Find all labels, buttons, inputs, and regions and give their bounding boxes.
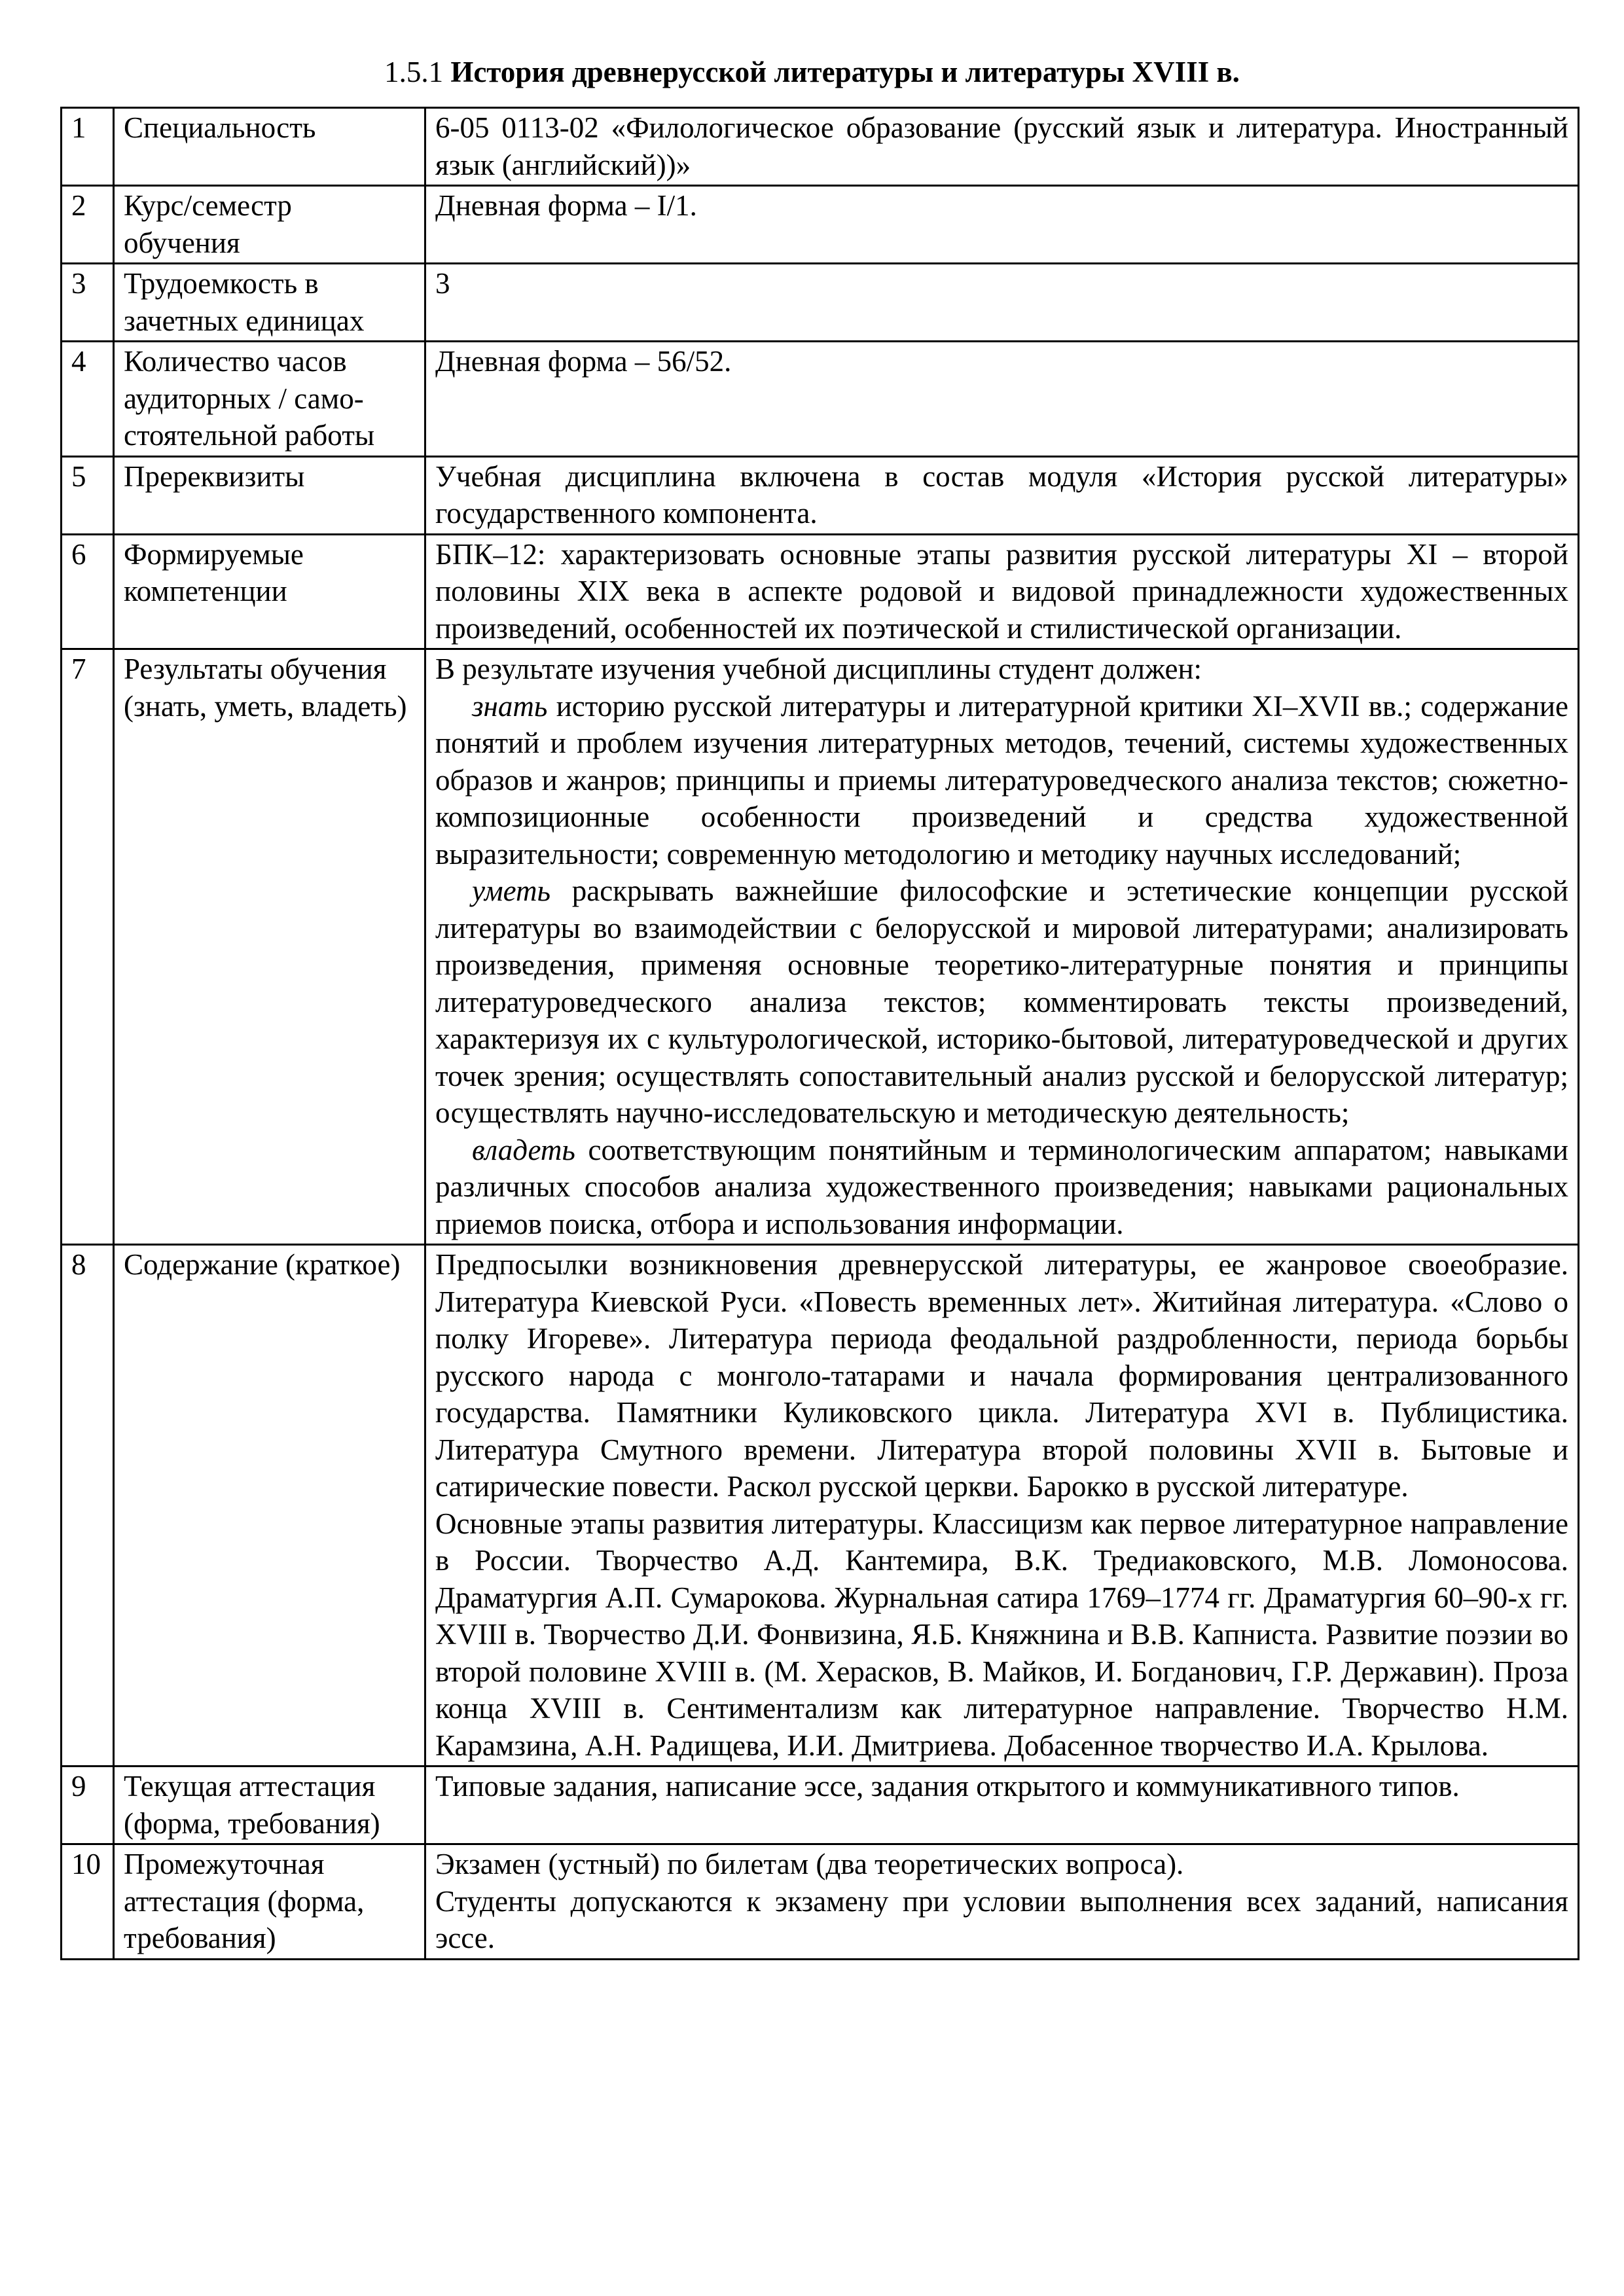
row-value: [425, 1844, 1579, 1960]
section-title: История древнерусской литературы и литературы XVIII в.: [450, 56, 1240, 88]
row-value: [425, 186, 1579, 264]
own-text: соответствующим понятийным и терминологическим аппаратом; навыками различных способов анализа художественного произведения; навыками рациональных приемов поиска, отбора и использования информации.: [435, 1133, 1568, 1240]
table-row: [62, 186, 1579, 264]
table-row: [62, 456, 1579, 534]
row-label: Пререквизиты: [114, 456, 425, 534]
value-paragraph: БПК–12: характеризовать основные этапы развития русской литературы XI – второй половины XIX века в аспекте родовой и видовой принадлежности художественных произведений, особенностей их поэтической и стилистической организации.: [435, 537, 1568, 645]
results-can: [435, 872, 1568, 1132]
value-paragraph: Экзамен (устный) по билетам (два теоретических вопроса).: [435, 1848, 1184, 1880]
table-row: [62, 649, 1579, 1245]
results-know: [435, 688, 1568, 873]
row-number: 10: [62, 1844, 114, 1960]
section-number: 1.5.1: [384, 56, 444, 88]
row-value: [425, 1245, 1579, 1767]
row-number: 6: [62, 534, 114, 649]
table-row: [62, 108, 1579, 186]
value-paragraph: Учебная дисциплина включена в состав модуля «История русской литературы» государственного компонента.: [435, 459, 1568, 529]
table-row: [62, 1844, 1579, 1960]
row-number: 5: [62, 456, 114, 534]
row-label: Количество часов аудиторных / само-стоятельной работы: [114, 342, 425, 457]
know-text: историю русской литературы и литературной критики XI–XVII вв.; содержание понятий и проблем изучения литературных методов, течений, системы художественных образов и жанров; принципы и приемы литературоведческого анализа текстов; сюжетно-композиционные особенности произведений и средства художественной выразительности; современную методологию и методику научных исследований;: [435, 689, 1568, 870]
value-paragraph: 3: [435, 267, 450, 300]
table-row: [62, 342, 1579, 457]
row-label: Содержание (краткое): [114, 1245, 425, 1767]
row-label: Формируемые компетенции: [114, 534, 425, 649]
row-label: Текущая аттестация (форма, требования): [114, 1767, 425, 1844]
table-row: [62, 534, 1579, 649]
row-value: [425, 534, 1579, 649]
row-number: 8: [62, 1245, 114, 1767]
row-label: Трудоемкость в зачетных единицах: [114, 264, 425, 342]
row-number: 9: [62, 1767, 114, 1844]
row-number: 7: [62, 649, 114, 1245]
row-label: Результаты обучения (знать, уметь, владеть): [114, 649, 425, 1245]
row-value: [425, 1767, 1579, 1844]
value-paragraph: Студенты допускаются к экзамену при условии выполнения всех заданий, написания эссе.: [435, 1884, 1568, 1954]
row-number: 3: [62, 264, 114, 342]
row-value: [425, 264, 1579, 342]
value-paragraph: Дневная форма – I/1.: [435, 189, 697, 222]
value-paragraph: Дневная форма – 56/52.: [435, 345, 732, 378]
value-paragraph: Типовые задания, написание эссе, задания открытого и коммуникативного типов.: [435, 1770, 1460, 1803]
value-paragraph: Предпосылки возникновения древнерусской литературы, ее жанровое своеобразие. Литература Киевской Руси. «Повесть временных лет». Житийная литература. «Слово о полку Игореве». Литература периода феодальной раздробленности, периода борьбы русского народа с монголо-татарами и начала формирования централизованного государства. Памятники Куликовского цикла. Литература XVI в. Публицистика. Литература Смутного времени. Литература второй половины XVII в. Бытовые и сатирические повести. Раскол русской церкви. Барокко в русской литературе.: [435, 1248, 1568, 1503]
row-label: Специальность: [114, 108, 425, 186]
keyword-know: знать: [472, 689, 548, 723]
keyword-can: уметь: [472, 874, 550, 907]
row-value: [425, 342, 1579, 457]
table-row: [62, 1245, 1579, 1767]
row-label: Промежуточная аттестация (форма, требования): [114, 1844, 425, 1960]
discipline-table: [60, 107, 1579, 1960]
table-row: [62, 1767, 1579, 1844]
row-value: [425, 649, 1579, 1245]
can-text: раскрывать важнейшие философские и эстетические концепции русской литературы во взаимодействии с белорусской и мировой литературами; анализировать произведения, применяя основные теоретико-литературные понятия и принципы литературоведческого анализа текстов; комментировать тексты произведений, характеризуя их с культурологической, историко-бытовой, литературоведческой и других точек зрения; осуществлять сопоставительный анализ русской и белорусской литератур; осуществлять научно-исследовательскую и методическую деятельность;: [435, 874, 1568, 1129]
table-row: [62, 264, 1579, 342]
row-label: Курс/семестр обучения: [114, 186, 425, 264]
row-number: 4: [62, 342, 114, 457]
results-intro: В результате изучения учебной дисциплины студент должен:: [435, 653, 1202, 685]
value-paragraph: Основные этапы развития литературы. Классицизм как первое литературное направление в России. Творчество А.Д. Кантемира, В.К. Тредиаковского, М.В. Ломоносова. Драматургия А.П. Сумарокова. Журнальная сатира 1769–1774 гг. Драматургия 60–90-х гг. XVIII в. Творчество Д.И. Фонвизина, Я.Б. Княжнина и В.В. Капниста. Развитие поэзии во второй половине XVIII в. (М. Херасков, В. Майков, И. Богданович, Г.Р. Державин). Проза конца XVIII в. Сентиментализм как литературное направление. Творчество Н.М. Карамзина, А.Н. Радищева, И.И. Дмитриева. Добасенное творчество И.А. Крылова.: [435, 1507, 1568, 1762]
page-title: [0, 54, 1624, 90]
row-value: [425, 456, 1579, 534]
results-own: [435, 1132, 1568, 1243]
keyword-own: владеть: [472, 1133, 575, 1166]
row-number: 1: [62, 108, 114, 186]
row-value: [425, 108, 1579, 186]
value-paragraph: 6-05 0113-02 «Филологическое образование (русский язык и литература. Иностранный язык (английский))»: [435, 111, 1568, 181]
row-number: 2: [62, 186, 114, 264]
